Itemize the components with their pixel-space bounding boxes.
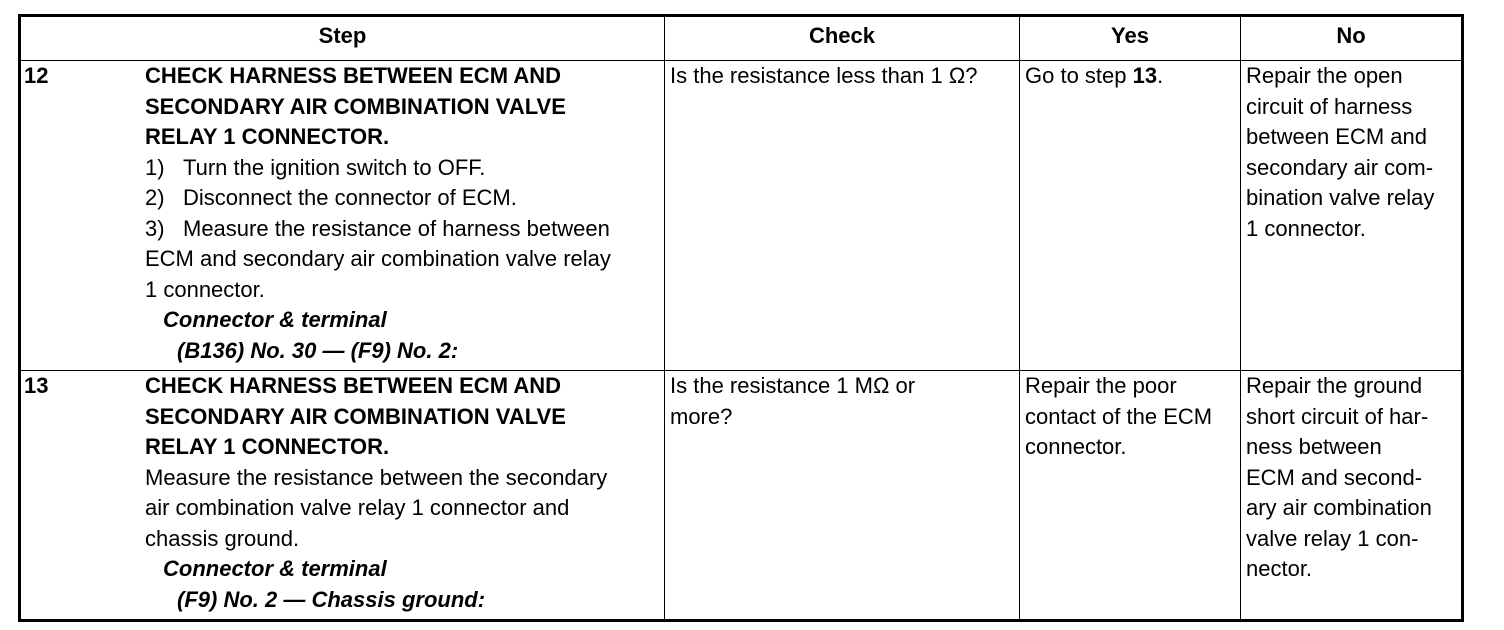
- no-cell: [1241, 371, 1463, 621]
- procedure-item: [145, 214, 660, 245]
- step-body: [141, 61, 664, 368]
- check-cell: [665, 61, 1020, 371]
- yes-text-suffix: .: [1157, 63, 1164, 88]
- step-body: [141, 371, 664, 617]
- connector-label: Connector & terminal: [163, 307, 387, 332]
- yes-text-prefix: Go to step: [1025, 63, 1133, 88]
- no-line: 1 connector.: [1246, 215, 1366, 241]
- step-title-line: CHECK HARNESS BETWEEN ECM AND: [145, 63, 561, 88]
- table-header-row: [20, 16, 1463, 61]
- no-line: Repair the open: [1246, 63, 1403, 88]
- procedure-continuation: 1 connector.: [145, 276, 265, 302]
- no-line: short circuit of har-: [1246, 403, 1429, 429]
- check-cell: [665, 371, 1020, 621]
- yes-cell: [1020, 61, 1241, 371]
- step-number: 13: [24, 373, 49, 398]
- description-line: Measure the resistance between the secondary: [145, 464, 608, 490]
- procedure-continuation: ECM and secondary air combination valve relay: [145, 246, 611, 271]
- connector-value: (F9) No. 2 — Chassis ground:: [177, 586, 486, 612]
- yes-cell: [1020, 371, 1241, 621]
- no-line: valve relay 1 con-: [1246, 525, 1419, 551]
- no-line: ECM and second-: [1246, 464, 1423, 490]
- procedure-number: 2): [145, 185, 165, 210]
- diagnostic-table: [18, 14, 1464, 622]
- step-title-line: SECONDARY AIR COMBINATION VALVE: [145, 93, 566, 119]
- step-title-line: RELAY 1 CONNECTOR.: [145, 434, 390, 459]
- no-line: Repair the ground: [1246, 373, 1423, 398]
- procedure-text: Disconnect the connector of ECM.: [183, 185, 517, 210]
- procedure-number: 1): [145, 154, 165, 180]
- description-line: chassis ground.: [145, 525, 300, 551]
- check-line: more?: [670, 403, 733, 429]
- header-yes: Yes: [1020, 16, 1241, 61]
- check-text: Is the resistance less than 1 Ω?: [670, 63, 978, 88]
- no-line: nector.: [1246, 556, 1313, 581]
- description-line: air combination valve relay 1 connector and: [145, 495, 570, 520]
- procedure-item: [145, 183, 660, 214]
- no-line: secondary air com-: [1246, 154, 1434, 180]
- connector-label: Connector & terminal: [163, 556, 387, 581]
- no-line: between ECM and: [1246, 124, 1427, 149]
- procedure-number: 3): [145, 215, 165, 241]
- step-number: 12: [24, 63, 49, 88]
- step-title-line: CHECK HARNESS BETWEEN ECM AND: [145, 373, 561, 398]
- step-title-line: RELAY 1 CONNECTOR.: [145, 124, 390, 149]
- step-cell: [20, 61, 665, 371]
- step-cell: [20, 371, 665, 621]
- check-line: Is the resistance 1 MΩ or: [670, 373, 916, 398]
- yes-line: contact of the ECM: [1025, 403, 1213, 429]
- yes-line: Repair the poor: [1025, 373, 1177, 398]
- no-line: circuit of harness: [1246, 93, 1413, 119]
- procedure-text: Measure the resistance of harness between: [183, 215, 610, 241]
- yes-step-link: 13: [1132, 63, 1158, 88]
- step-title-line: SECONDARY AIR COMBINATION VALVE: [145, 403, 566, 429]
- header-step: Step: [20, 16, 665, 61]
- no-cell: [1241, 61, 1463, 371]
- no-line: ary air combination: [1246, 495, 1432, 520]
- no-line: ness between: [1246, 434, 1382, 459]
- yes-line: connector.: [1025, 434, 1127, 459]
- table-row: [20, 61, 1463, 371]
- procedure-item: [145, 153, 660, 184]
- header-no: No: [1241, 16, 1463, 61]
- procedure-text: Turn the ignition switch to OFF.: [183, 154, 486, 180]
- table-row: [20, 371, 1463, 621]
- connector-value: (B136) No. 30 — (F9) No. 2:: [177, 337, 459, 363]
- no-line: bination valve relay: [1246, 185, 1435, 210]
- header-check: Check: [665, 16, 1020, 61]
